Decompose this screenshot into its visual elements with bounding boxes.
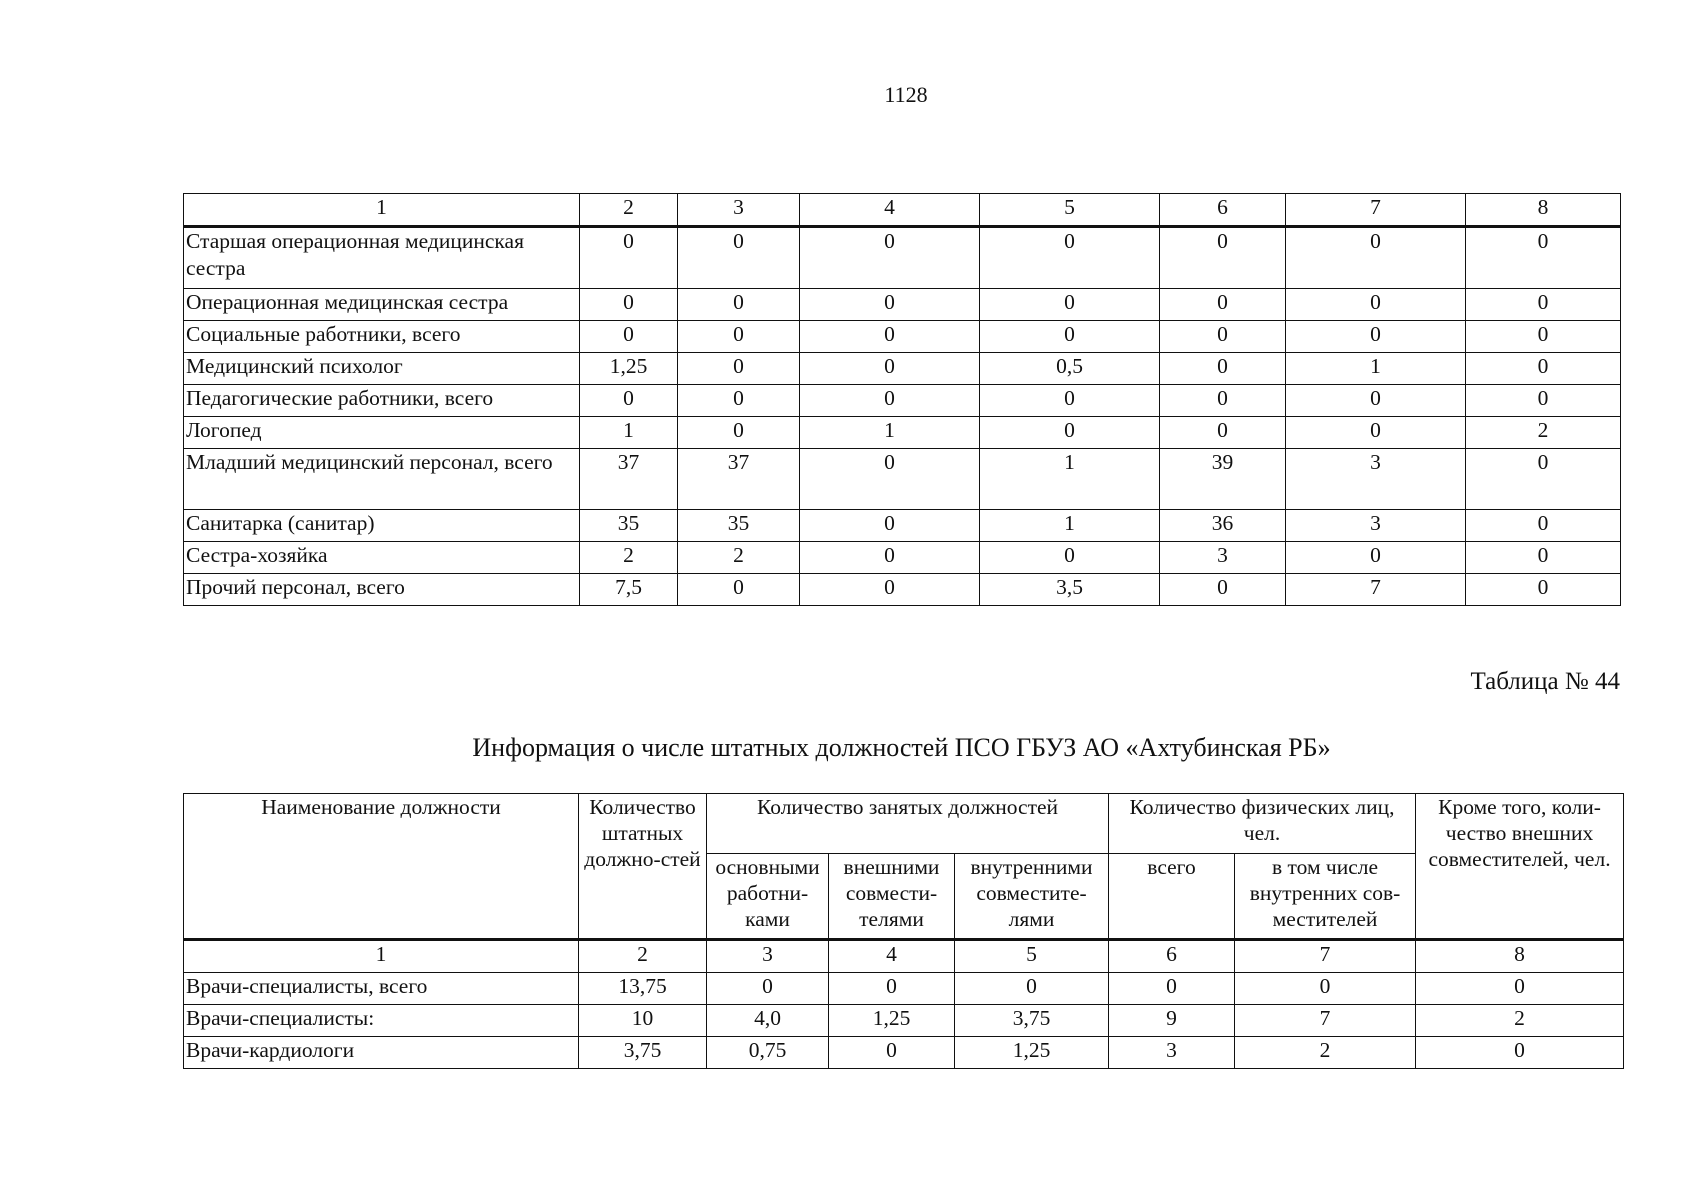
table-row (184, 973, 1624, 1005)
position-name: Старшая операционная медицинская сестра (184, 227, 580, 289)
table-cell: 3,5 (980, 574, 1160, 606)
table-row (184, 289, 1621, 321)
column-number: 2 (579, 940, 707, 973)
table-row (184, 542, 1621, 574)
table-cell: 1 (980, 449, 1160, 510)
table-cell: 39 (1160, 449, 1286, 510)
header-position-name: Наименование должности (184, 794, 579, 940)
table-cell: 2 (678, 542, 800, 574)
table-cell: 1,25 (955, 1037, 1109, 1069)
table-cell: 0 (1466, 542, 1621, 574)
table-cell: 4,0 (707, 1005, 829, 1037)
table-cell: 0 (980, 321, 1160, 353)
table-cell: 0 (678, 227, 800, 289)
table-cell: 0 (980, 385, 1160, 417)
table-cell: 0 (1466, 574, 1621, 606)
column-number: 8 (1466, 194, 1621, 227)
table-cell: 0 (678, 321, 800, 353)
table-cell: 7,5 (580, 574, 678, 606)
table-cell: 0 (800, 449, 980, 510)
column-number: 4 (829, 940, 955, 973)
table-cell: 1 (980, 510, 1160, 542)
table-row (184, 417, 1621, 449)
table-row (184, 1005, 1624, 1037)
table-cell: 0 (1160, 574, 1286, 606)
table-cell: 0 (800, 510, 980, 542)
table-cell: 0 (1109, 973, 1235, 1005)
header-staff-positions: Количество штатных должно-стей (579, 794, 707, 940)
table-cell: 0 (980, 227, 1160, 289)
table-cell: 2 (1466, 417, 1621, 449)
header-physical-persons: Количество физических лиц, чел. (1109, 794, 1416, 854)
table-cell: 0 (1286, 385, 1466, 417)
table-cell: 0 (800, 385, 980, 417)
position-name: Врачи-специалисты: (184, 1005, 579, 1037)
table-caption: Таблица № 44 (1470, 668, 1620, 695)
table-title: Информация о числе штатных должностей ПСО ГБУЗ АО «Ахтубинская РБ» (472, 733, 1331, 762)
table-cell: 0 (1466, 449, 1621, 510)
table-cell: 1 (800, 417, 980, 449)
table-cell: 3 (1109, 1037, 1235, 1069)
table-cell: 0 (1235, 973, 1416, 1005)
table-cell: 0 (1160, 227, 1286, 289)
table-row (184, 385, 1621, 417)
column-number: 3 (707, 940, 829, 973)
table-row (184, 227, 1621, 289)
table-cell: 0 (1466, 510, 1621, 542)
table-cell: 0 (1160, 353, 1286, 385)
header-physical-total: всего (1109, 854, 1235, 940)
header-occupied-main: основными работни-ками (707, 854, 829, 940)
position-name: Операционная медицинская сестра (184, 289, 580, 321)
column-number: 5 (955, 940, 1109, 973)
table-row (184, 510, 1621, 542)
column-number: 1 (184, 194, 580, 227)
table-cell: 1 (580, 417, 678, 449)
table-cell: 0 (1416, 973, 1624, 1005)
column-number: 6 (1109, 940, 1235, 973)
table-cell: 1 (1286, 353, 1466, 385)
position-name: Сестра-хозяйка (184, 542, 580, 574)
table-cell: 0 (1466, 289, 1621, 321)
table-cell: 0 (580, 289, 678, 321)
table-cell: 7 (1286, 574, 1466, 606)
table-cell: 3 (1286, 510, 1466, 542)
table-cell: 0 (980, 542, 1160, 574)
column-number: 4 (800, 194, 980, 227)
table-cell: 0 (829, 973, 955, 1005)
table-cell: 0 (678, 574, 800, 606)
column-number: 7 (1235, 940, 1416, 973)
header-occupied-internal: внутренними совместите-лями (955, 854, 1109, 940)
position-name: Младший медицинский персонал, всего (184, 449, 580, 510)
table-cell: 1,25 (829, 1005, 955, 1037)
table-cell: 0 (1160, 321, 1286, 353)
table-cell: 3 (1286, 449, 1466, 510)
table-cell: 0,5 (980, 353, 1160, 385)
table-cell: 37 (580, 449, 678, 510)
table-cell: 3 (1160, 542, 1286, 574)
table-cell: 13,75 (579, 973, 707, 1005)
table-cell: 2 (1416, 1005, 1624, 1037)
table-cell: 36 (1160, 510, 1286, 542)
table-cell: 0 (1286, 542, 1466, 574)
staff-positions-table (183, 793, 1624, 1069)
table-cell: 0 (1286, 321, 1466, 353)
table-cell: 1,25 (580, 353, 678, 385)
position-name: Врачи-специалисты, всего (184, 973, 579, 1005)
table-cell: 0 (580, 385, 678, 417)
table-cell: 2 (580, 542, 678, 574)
column-number: 8 (1416, 940, 1624, 973)
table-cell: 3,75 (579, 1037, 707, 1069)
header-occupied-external: внешними совмести-телями (829, 854, 955, 940)
position-name: Прочий персонал, всего (184, 574, 580, 606)
position-name: Санитарка (санитар) (184, 510, 580, 542)
table-cell: 0,75 (707, 1037, 829, 1069)
table-cell: 0 (678, 353, 800, 385)
position-name: Медицинский психолог (184, 353, 580, 385)
page-number: 1128 (884, 82, 928, 107)
table-cell: 37 (678, 449, 800, 510)
table-cell: 0 (1466, 385, 1621, 417)
table-cell: 0 (800, 289, 980, 321)
table-row (184, 353, 1621, 385)
table-row (184, 321, 1621, 353)
table-cell: 0 (1466, 321, 1621, 353)
table-cell: 35 (678, 510, 800, 542)
table-row (184, 574, 1621, 606)
column-number-row (184, 194, 1621, 227)
column-number: 2 (580, 194, 678, 227)
table-cell: 0 (955, 973, 1109, 1005)
table-cell: 9 (1109, 1005, 1235, 1037)
column-number: 3 (678, 194, 800, 227)
table-cell: 0 (580, 321, 678, 353)
header-external-extra: Кроме того, коли-чество внешних совместителей, чел. (1416, 794, 1624, 940)
header-occupied-positions: Количество занятых должностей (707, 794, 1109, 854)
position-name: Педагогические работники, всего (184, 385, 580, 417)
table-cell: 0 (707, 973, 829, 1005)
header-physical-internal: в том числе внутренних сов-местителей (1235, 854, 1416, 940)
table-cell: 0 (1160, 289, 1286, 321)
table-cell: 0 (800, 574, 980, 606)
table-cell: 0 (580, 227, 678, 289)
table-cell: 0 (1286, 417, 1466, 449)
column-number: 7 (1286, 194, 1466, 227)
table-cell: 0 (980, 289, 1160, 321)
table-cell: 0 (800, 321, 980, 353)
position-name: Врачи-кардиологи (184, 1037, 579, 1069)
table-cell: 3,75 (955, 1005, 1109, 1037)
position-name: Социальные работники, всего (184, 321, 580, 353)
staff-table-continued (183, 193, 1621, 606)
table-cell: 0 (678, 385, 800, 417)
table-cell: 0 (678, 417, 800, 449)
table-cell: 0 (829, 1037, 955, 1069)
table-cell: 0 (1466, 227, 1621, 289)
table-cell: 0 (1466, 353, 1621, 385)
table-cell: 0 (1286, 227, 1466, 289)
table-cell: 35 (580, 510, 678, 542)
column-number: 5 (980, 194, 1160, 227)
table-cell: 2 (1235, 1037, 1416, 1069)
column-number-row (184, 940, 1624, 973)
position-name: Логопед (184, 417, 580, 449)
table-cell: 0 (800, 353, 980, 385)
table-cell: 7 (1235, 1005, 1416, 1037)
table-cell: 0 (1160, 417, 1286, 449)
table-cell: 0 (678, 289, 800, 321)
column-number: 6 (1160, 194, 1286, 227)
table-cell: 0 (800, 227, 980, 289)
table-cell: 0 (1160, 385, 1286, 417)
table-row (184, 1037, 1624, 1069)
table-cell: 0 (1286, 289, 1466, 321)
table-cell: 0 (980, 417, 1160, 449)
table-cell: 10 (579, 1005, 707, 1037)
header-row (184, 794, 1624, 854)
column-number: 1 (184, 940, 579, 973)
table-row (184, 449, 1621, 510)
table-cell: 0 (800, 542, 980, 574)
table-cell: 0 (1416, 1037, 1624, 1069)
